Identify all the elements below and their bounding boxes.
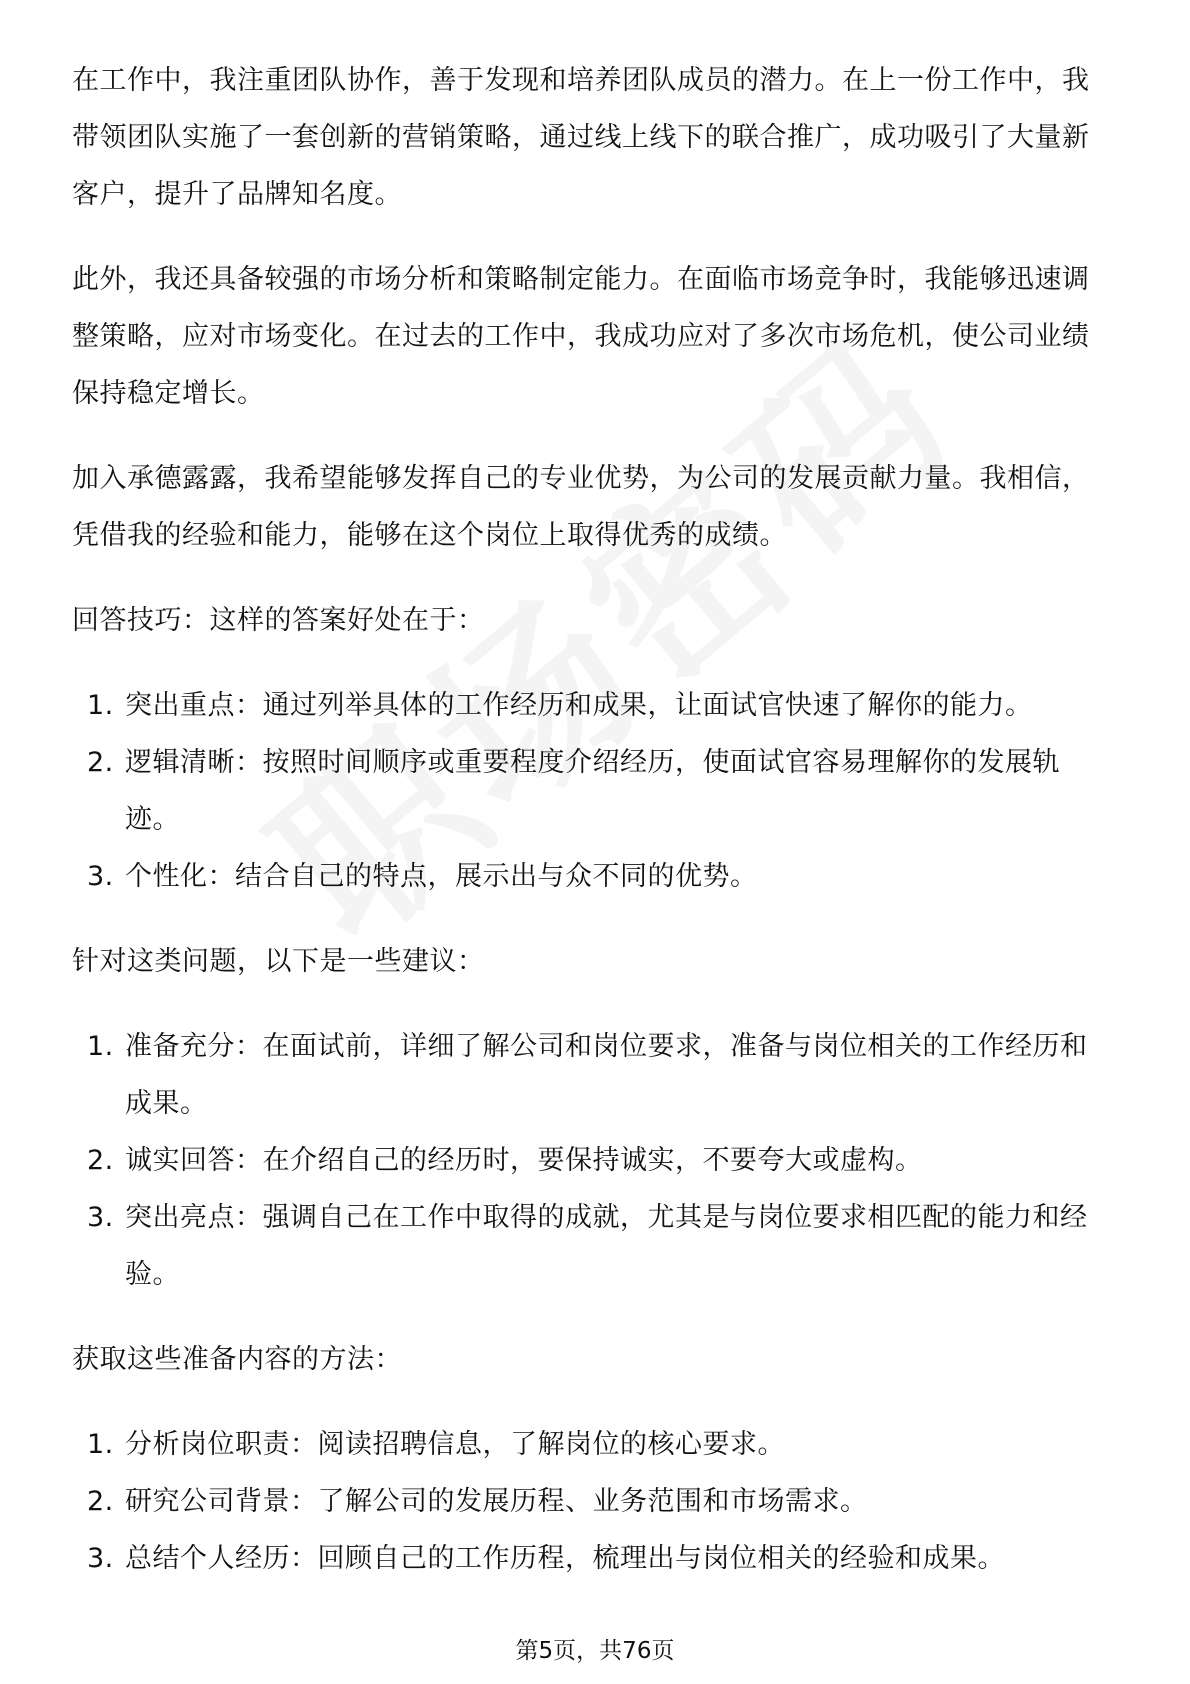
list-item — [72, 1132, 1112, 1189]
list-text: 诚实回答：在介绍自己的经历时，要保持诚实，不要夸大或虚构。 — [125, 1145, 923, 1176]
list-number: 1. — [87, 690, 114, 721]
list-text: 准备充分：在面试前，详细了解公司和岗位要求，准备与岗位相关的工作经历和成果。 — [125, 1031, 1088, 1119]
list-item — [72, 677, 1112, 734]
list-text: 逻辑清晰：按照时间顺序或重要程度介绍经历，使面试官容易理解你的发展轨迹。 — [125, 747, 1060, 835]
list-text: 分析岗位职责：阅读招聘信息，了解岗位的核心要求。 — [125, 1429, 785, 1460]
tips-heading: 回答技巧：这样的答案好处在于： — [72, 605, 485, 636]
advice-list — [72, 1018, 1112, 1303]
list-number: 3. — [87, 1543, 114, 1574]
list-item — [72, 1530, 1112, 1587]
methods-heading: 获取这些准备内容的方法： — [72, 1344, 402, 1375]
list-text: 研究公司背景：了解公司的发展历程、业务范围和市场需求。 — [125, 1486, 868, 1517]
list-number: 3. — [87, 861, 114, 892]
paragraph-teamwork: 在工作中，我注重团队协作，善于发现和培养团队成员的潜力。在上一份工作中，我带领团队实施了一套创新的营销策略，通过线上线下的联合推广，成功吸引了大量新客户，提升了品牌知名度。 — [72, 65, 1090, 210]
paragraph-join-company: 加入承德露露，我希望能够发挥自己的专业优势，为公司的发展贡献力量。我相信，凭借我的经验和能力，能够在这个岗位上取得优秀的成绩。 — [72, 463, 1090, 551]
page-number-footer: 第5页，共76页 — [515, 1638, 675, 1664]
list-item — [72, 1416, 1112, 1473]
list-text: 个性化：结合自己的特点，展示出与众不同的优势。 — [125, 861, 758, 892]
list-number: 2. — [87, 1486, 114, 1517]
list-number: 1. — [87, 1429, 114, 1460]
list-number: 1. — [87, 1031, 114, 1062]
document-page — [72, 52, 1112, 1615]
list-item — [72, 1018, 1112, 1132]
list-item — [72, 734, 1112, 848]
methods-list — [72, 1416, 1112, 1587]
list-number: 2. — [87, 1145, 114, 1176]
tips-list — [72, 677, 1112, 905]
paragraph-market-analysis: 此外，我还具备较强的市场分析和策略制定能力。在面临市场竞争时，我能够迅速调整策略，应对市场变化。在过去的工作中，我成功应对了多次市场危机，使公司业绩保持稳定增长。 — [72, 264, 1090, 409]
list-item — [72, 1189, 1112, 1303]
list-text: 突出重点：通过列举具体的工作经历和成果，让面试官快速了解你的能力。 — [125, 690, 1033, 721]
list-item — [72, 848, 1112, 905]
list-number: 2. — [87, 747, 114, 778]
list-text: 突出亮点：强调自己在工作中取得的成就，尤其是与岗位要求相匹配的能力和经验。 — [125, 1202, 1088, 1290]
list-number: 3. — [87, 1202, 114, 1233]
list-text: 总结个人经历：回顾自己的工作历程，梳理出与岗位相关的经验和成果。 — [125, 1543, 1005, 1574]
list-item — [72, 1473, 1112, 1530]
advice-heading: 针对这类问题，以下是一些建议： — [72, 946, 485, 977]
